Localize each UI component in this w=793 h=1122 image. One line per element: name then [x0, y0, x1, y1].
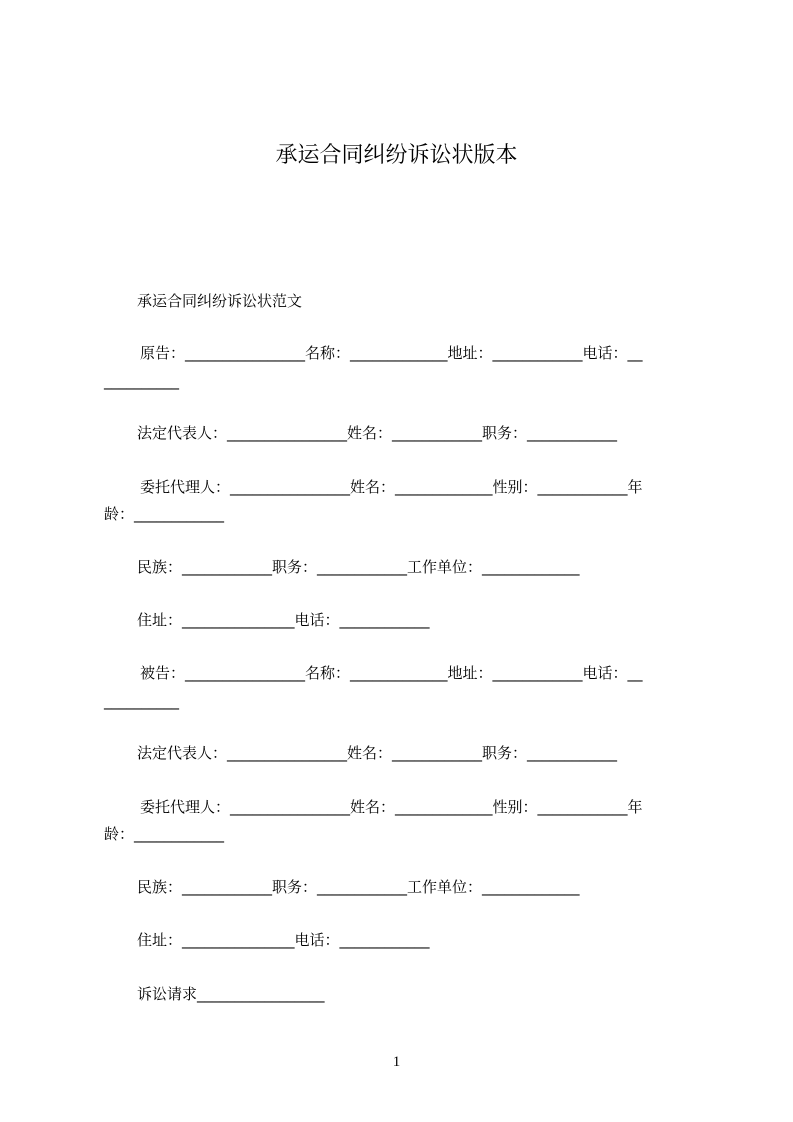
- defendant-address-line: 住址：_______________电话：____________: [137, 931, 430, 949]
- plaintiff-ethnicity-line: 民族：____________职务：____________工作单位：_____________: [137, 558, 580, 576]
- defendant-agent-line-cont: 龄：____________: [104, 825, 225, 843]
- section-heading: 承运合同纠纷诉讼状范文: [137, 292, 303, 310]
- claims-line: 诉讼请求_________________: [137, 985, 325, 1003]
- defendant-legal-rep-line: 法定代表人：________________姓名：____________职务：____________: [137, 744, 618, 762]
- plaintiff-address-line: 住址：_______________电话：____________: [137, 611, 430, 629]
- defendant-ethnicity-line: 民族：____________职务：____________工作单位：_____________: [137, 878, 580, 896]
- plaintiff-agent-line: 委托代理人：________________姓名：_____________性别：____________年: [140, 478, 643, 496]
- defendant-agent-line: 委托代理人：________________姓名：_____________性别：____________年: [140, 798, 643, 816]
- page-number: 1: [392, 1054, 401, 1070]
- defendant-line: 被告：________________名称：_____________地址：____________电话：__: [140, 664, 643, 682]
- plaintiff-agent-line-cont: 龄：____________: [104, 505, 225, 523]
- defendant-line-cont: __________: [104, 692, 179, 710]
- plaintiff-legal-rep-line: 法定代表人：________________姓名：____________职务：____________: [137, 424, 618, 442]
- plaintiff-line: 原告：________________名称：_____________地址：____________电话：__: [140, 344, 643, 362]
- document-title: 承运合同纠纷诉讼状版本: [275, 143, 518, 168]
- plaintiff-line-cont: __________: [104, 372, 179, 390]
